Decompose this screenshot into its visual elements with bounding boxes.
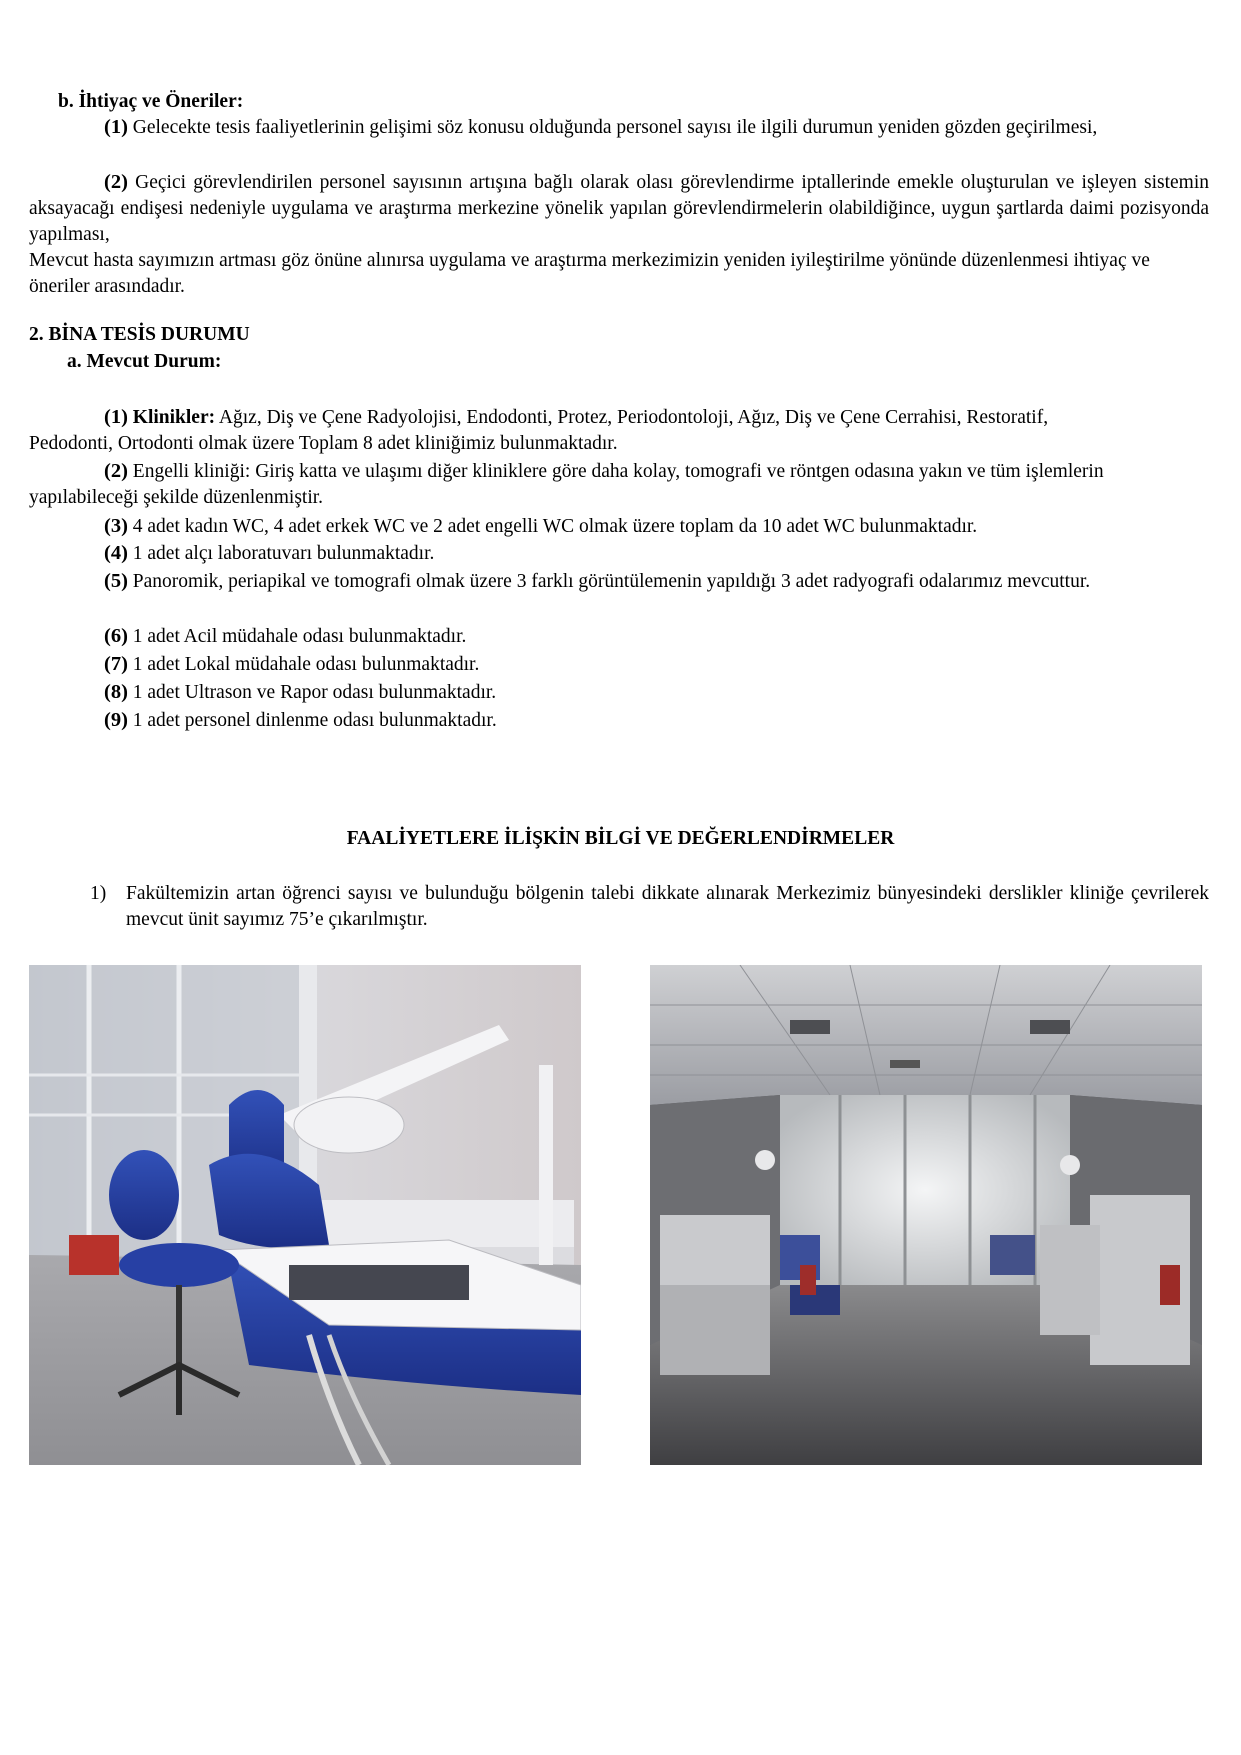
item-number: (8) — [104, 681, 128, 703]
item-label: Klinikler: — [132, 407, 216, 428]
item-number: (1) — [104, 116, 128, 138]
building-item-4 — [29, 540, 1209, 567]
building-item-3 — [29, 513, 1209, 540]
building-item-9 — [29, 707, 1209, 734]
item-text: Panoromik, periapikal ve tomografi olmak üzere 3 farklı görüntülemenin yapıldığı 3 adet radyografi odalarımız mevcuttur. — [132, 571, 1091, 592]
item-number: (2) — [104, 171, 128, 193]
item-text: 1 adet alçı laboratuvarı bulunmaktadır. — [132, 543, 435, 564]
building-item-5 — [29, 568, 1129, 595]
item-number: (3) — [104, 515, 128, 537]
item-number: (6) — [104, 625, 128, 647]
item-text: 1 adet Ultrason ve Rapor odası bulunmaktadır. — [132, 682, 497, 703]
item-text: Engelli kliniği: Giriş katta ve ulaşımı diğer kliniklere göre daha kolay, tomografi ve röntgen odasına yakın ve tüm işlemlerin yapılabileceği şekilde düzenlenmiştir. — [29, 461, 1104, 508]
item-text: Geçici görevlendirilen personel sayısının artışına bağlı olarak olası görevlendirme iptallerinde emekle oluşturulan ve işleyen sistemin aksayacağı endişesi nedeniyle uygulama ve araştırma merkezine yönelik yapılan görevlendirmelerin olabildiğince, uygun şartlarda daimi pozisyonda yapılması, — [29, 172, 1210, 245]
section-2a-heading: a. Mevcut Durum: — [67, 351, 222, 372]
section-b-item-2 — [29, 169, 1209, 248]
activity-item-1-number: 1) — [90, 883, 107, 904]
dental-chair-photo — [29, 965, 581, 1465]
item-text: Gelecekte tesis faaliyetlerinin gelişimi söz konusu olduğunda personel sayısı ile ilgili durumun yeniden gözden geçirilmesi, — [132, 117, 1098, 138]
item-number: (2) — [104, 460, 128, 482]
item-number: (4) — [104, 542, 128, 564]
section-b-closing: Mevcut hasta sayımızın artması göz önüne alınırsa uygulama ve araştırma merkezimizin yeniden iyileştirilme yönünde düzenlenmesi ihtiyaç ve öneriler arasındadır. — [29, 250, 1150, 297]
item-text: 4 adet kadın WC, 4 adet erkek WC ve 2 adet engelli WC olmak üzere toplam da 10 adet WC bulunmaktadır. — [132, 516, 978, 537]
building-item-2 — [29, 458, 1209, 511]
item-text: 1 adet Lokal müdahale odası bulunmaktadır. — [132, 654, 480, 675]
item-number: (5) — [104, 570, 128, 592]
building-item-8 — [29, 679, 1209, 706]
item-text: 1 adet personel dinlenme odası bulunmaktadır. — [132, 710, 497, 731]
item-number: (7) — [104, 653, 128, 675]
building-item-7 — [29, 651, 1209, 678]
section-b-heading: b. İhtiyaç ve Öneriler: — [58, 91, 244, 112]
item-text: 1 adet Acil müdahale odası bulunmaktadır. — [132, 626, 467, 647]
activity-item-1-text: Fakültemizin artan öğrenci sayısı ve bulunduğu bölgenin talebi dikkate alınarak Merkezimiz bünyesindeki derslikler kliniğe çevrilerek mevcut ünit sayımız 75’e çıkarılmıştır. — [126, 883, 1209, 930]
clinic-hall-photo — [650, 965, 1202, 1465]
item-number: (1) — [104, 406, 128, 428]
activities-title: FAALİYETLERE İLİŞKİN BİLGİ VE DEĞERLENDİRMELER — [346, 828, 895, 849]
building-item-1 — [29, 404, 1129, 457]
item-number: (9) — [104, 709, 128, 731]
building-item-6 — [29, 623, 1209, 650]
section-2-heading: 2. BİNA TESİS DURUMU — [29, 324, 250, 345]
section-b-item-1 — [29, 114, 1209, 141]
item-text: Ağız, Diş ve Çene Radyolojisi, Endodonti, Protez, Periodontoloji, Ağız, Diş ve Çene Cerrahisi, Restoratif, Pedodonti, Ortodonti olmak üzere Toplam 8 adet kliniğimiz bulunmaktadır. — [29, 407, 1049, 454]
